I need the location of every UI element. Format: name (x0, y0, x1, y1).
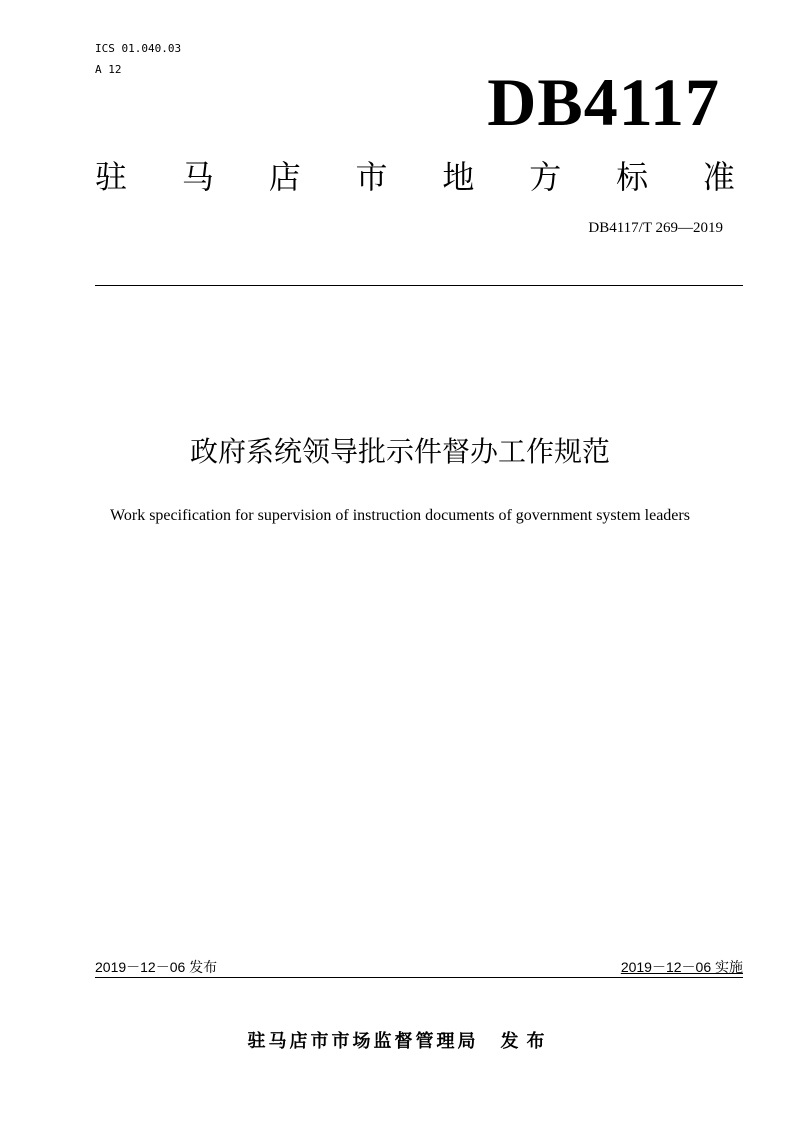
standard-type-char: 方 (529, 158, 562, 196)
standard-type-char: 驻 (95, 158, 128, 196)
footer-divider (95, 977, 743, 978)
document-title-english: Work specification for supervision of instruction documents of government system leaders (110, 507, 690, 524)
publish-date: 2019－12－06 发布 (95, 959, 218, 975)
issue-action: 发布 (500, 1031, 553, 1052)
standard-type-char: 标 (616, 158, 649, 196)
classification-code: A 12 (95, 63, 122, 76)
standard-type-char: 地 (442, 158, 475, 196)
db-code: DB4117 (487, 64, 720, 140)
standard-type-char: 准 (702, 158, 735, 196)
ics-code: ICS 01.040.03 (95, 42, 182, 55)
implement-date: 2019－12－06 实施 (620, 959, 743, 975)
issuer-line (0, 1030, 800, 1054)
document-title-chinese: 政府系统领导批示件督办工作规范 (189, 435, 610, 468)
issuing-organization: 驻马店市市场监督管理局 (247, 1031, 479, 1052)
header-divider (95, 285, 743, 286)
standard-number: DB4117/T 269—2019 (588, 220, 723, 236)
standard-type-char: 店 (268, 158, 301, 196)
standard-type-title (95, 155, 735, 199)
standard-type-char: 马 (181, 158, 214, 196)
standard-type-char: 市 (355, 158, 388, 196)
